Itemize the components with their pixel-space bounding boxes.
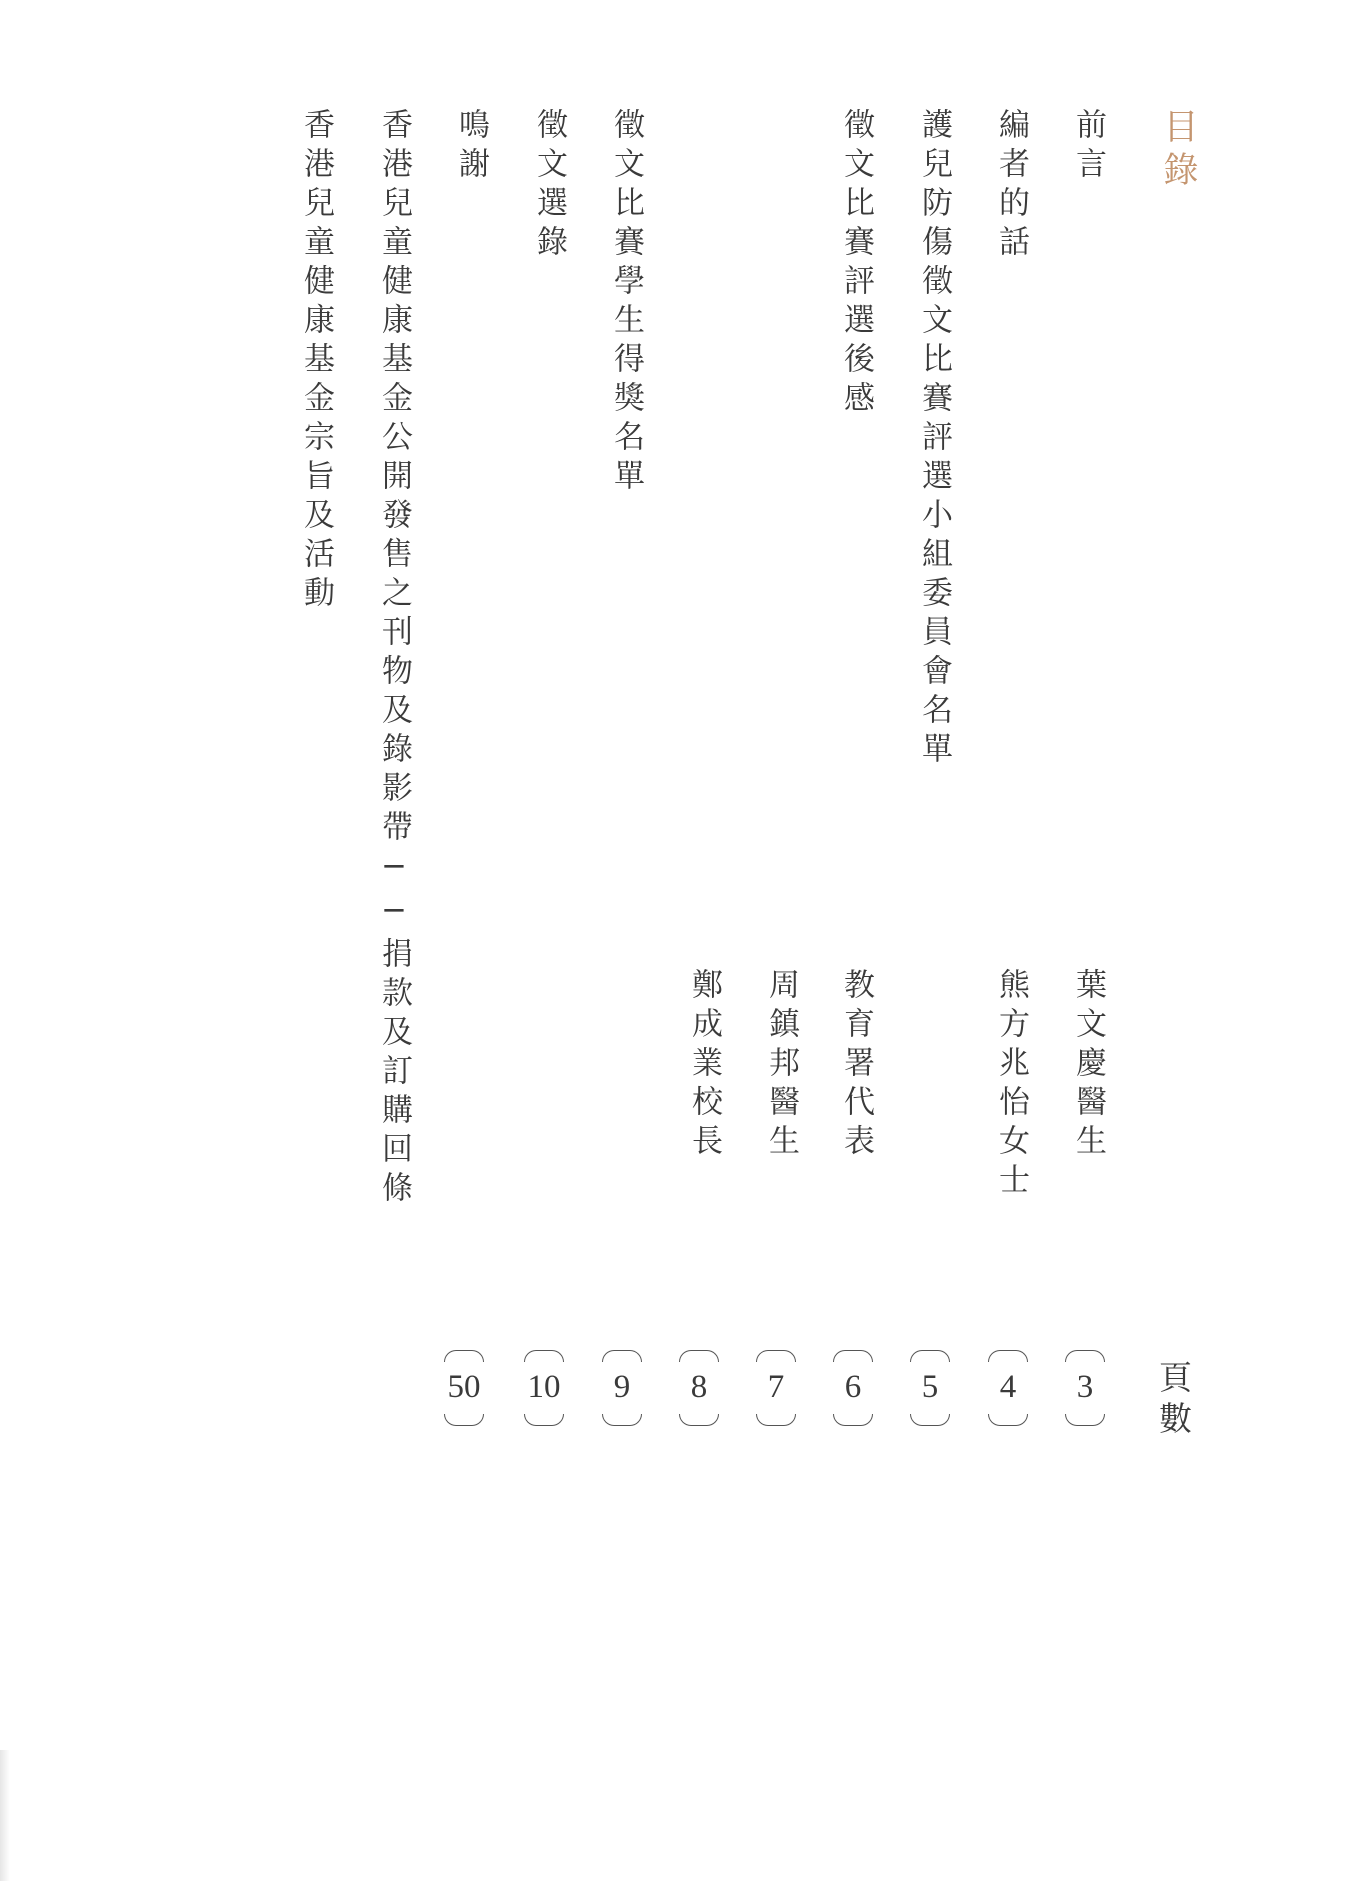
toc-title-winners-list: 徵文比賽學生得獎名單 (608, 108, 644, 498)
toc-page-number: 5 (897, 1360, 963, 1414)
toc-title-committee: 護兒防傷徵文比賽評選小組委員會名單 (916, 108, 952, 771)
toc-page-number: 4 (975, 1360, 1041, 1414)
toc-author: 熊方兆怡女士 (993, 968, 1029, 1202)
toc-heading: 目錄 (1158, 108, 1198, 194)
toc-author: 葉文慶醫生 (1070, 968, 1106, 1163)
toc-title-editor-note: 編者的話 (993, 108, 1029, 264)
toc-page-number: 9 (589, 1360, 655, 1414)
toc-title-preface: 前言 (1070, 108, 1106, 186)
toc-author: 鄭成業校長 (686, 968, 722, 1163)
toc-author: 周鎮邦醫生 (763, 968, 799, 1163)
toc-title-judges-reflection: 徵文比賽評選後感 (838, 108, 874, 420)
toc-title-acknowledgements: 鳴謝 (453, 108, 489, 186)
toc-page-number: 7 (743, 1360, 809, 1414)
toc-page-number: 3 (1052, 1360, 1118, 1414)
toc-page-number: 6 (820, 1360, 886, 1414)
page-column-label: 頁數 (1154, 1360, 1193, 1442)
toc-page-number: 8 (666, 1360, 732, 1414)
scan-edge-shadow (0, 1750, 10, 1881)
toc-title-selected-essays: 徵文選錄 (531, 108, 567, 264)
toc-title-publications-order-form: 香港兒童健康基金公開發售之刊物及錄影帶──捐款及訂購回條 (376, 108, 412, 1210)
toc-page-number: 10 (511, 1360, 577, 1414)
toc-title-foundation-aims: 香港兒童健康基金宗旨及活動 (298, 108, 334, 615)
toc-page-number: 50 (431, 1360, 497, 1414)
toc-author: 教育署代表 (838, 968, 874, 1163)
